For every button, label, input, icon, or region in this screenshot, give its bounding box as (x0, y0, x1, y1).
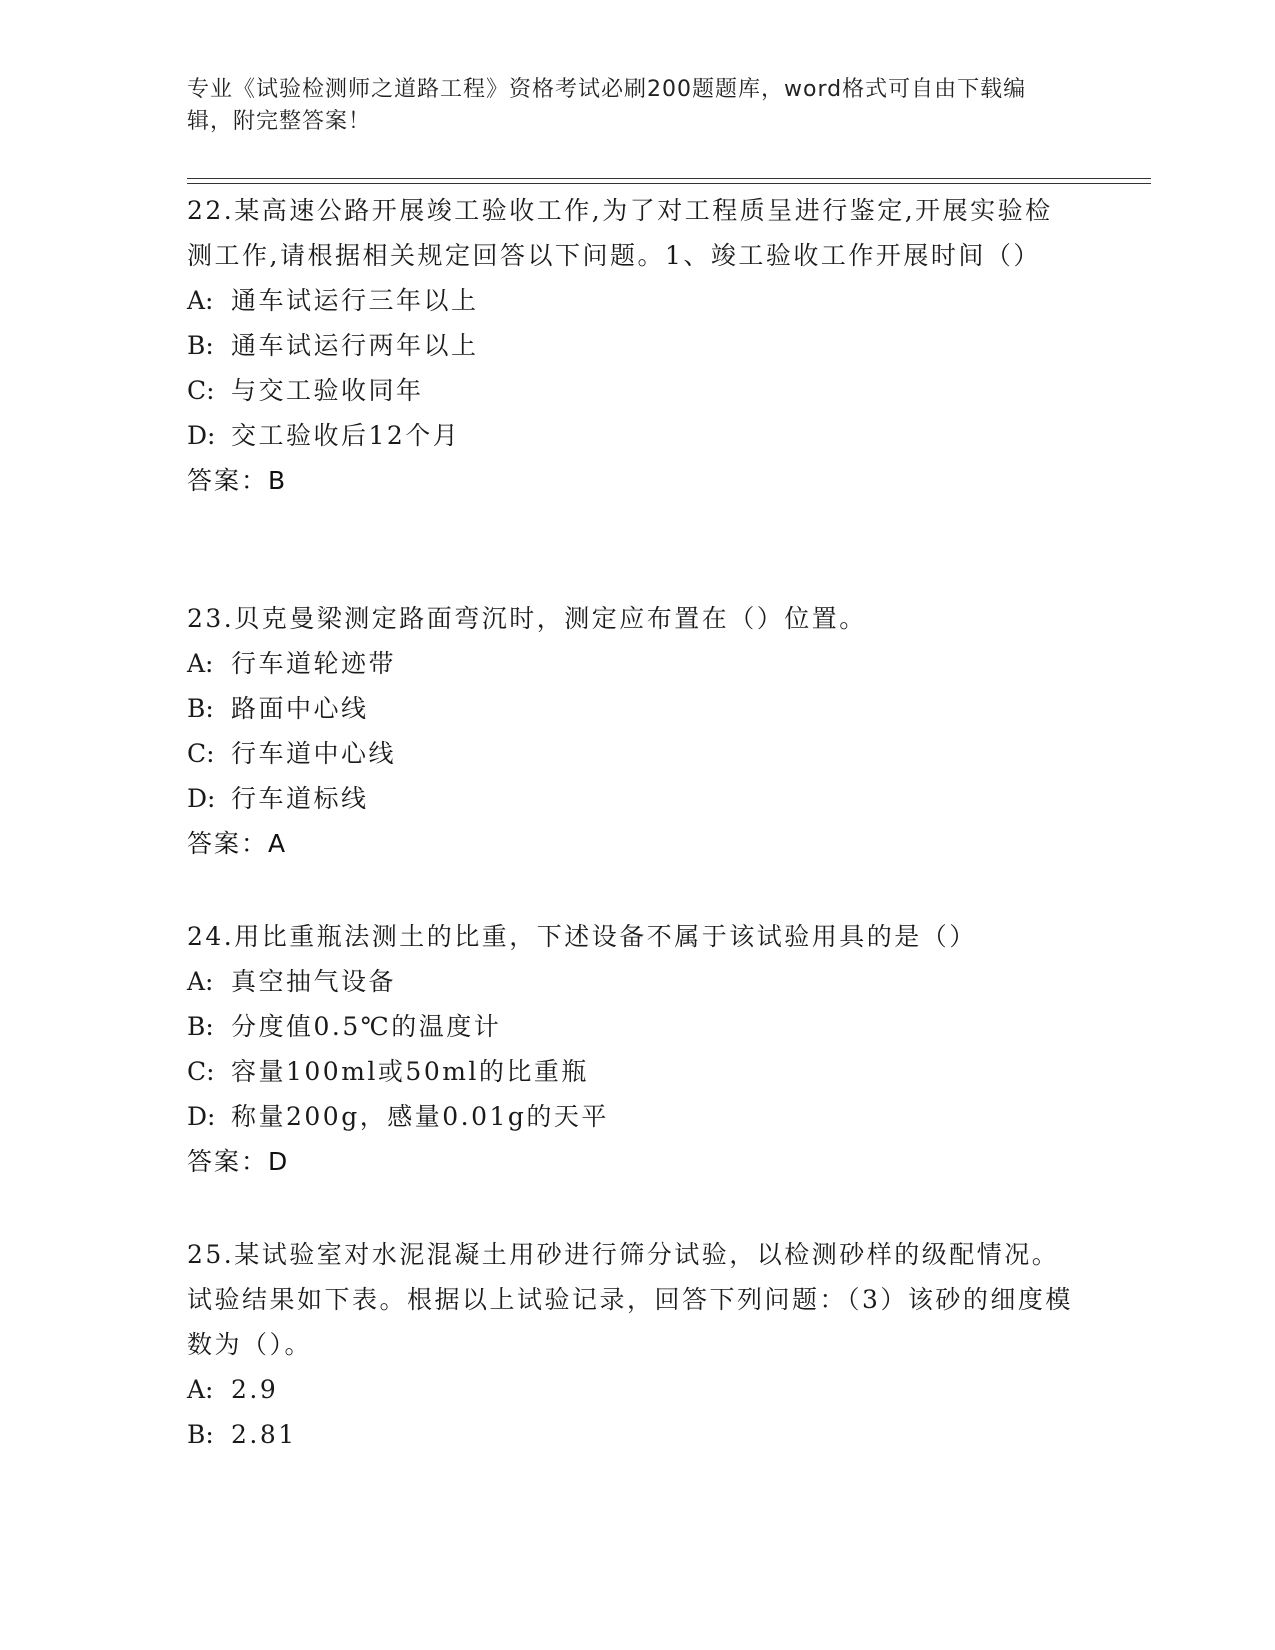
answer: 答案：A (187, 829, 288, 858)
answer: 答案：D (187, 1147, 290, 1176)
question-stem: 23.贝克曼梁测定路面弯沉时，测定应布置在（）位置。 (187, 604, 867, 633)
option-d (187, 776, 1077, 821)
question-24 (187, 914, 1077, 1184)
option-letter: B: (187, 331, 214, 360)
option-c (187, 368, 1077, 413)
option-text: 通车试运行两年以上 (231, 331, 479, 360)
option-b (187, 1412, 1077, 1457)
option-text: 2.9 (231, 1375, 279, 1404)
option-c (187, 731, 1077, 776)
option-letter: C: (187, 739, 215, 768)
question-25 (187, 1232, 1077, 1457)
question-23 (187, 596, 1077, 866)
question-stem: 25.某试验室对水泥混凝土用砂进行筛分试验，以检测砂样的级配情况。试验结果如下表。根据以上试验记录，回答下列问题：（3）该砂的细度模数为（）。 (187, 1240, 1073, 1359)
option-letter: A: (187, 967, 214, 996)
option-letter: B: (187, 1012, 214, 1041)
option-letter: B: (187, 1420, 214, 1449)
option-text: 容量100ml或50ml的比重瓶 (231, 1057, 589, 1086)
option-c (187, 1049, 1077, 1094)
option-b (187, 323, 1077, 368)
question-22 (187, 188, 1077, 503)
option-b (187, 1004, 1077, 1049)
option-d (187, 1094, 1077, 1139)
option-text: 行车道中心线 (231, 739, 397, 768)
option-text: 通车试运行三年以上 (231, 286, 479, 315)
option-letter: C: (187, 376, 215, 405)
option-text: 称量200g，感量0.01g的天平 (231, 1102, 609, 1131)
option-d (187, 413, 1077, 458)
option-b (187, 686, 1077, 731)
option-a (187, 1367, 1077, 1412)
option-text: 2.81 (231, 1420, 297, 1449)
option-text: 与交工验收同年 (231, 376, 424, 405)
option-letter: D: (187, 784, 216, 813)
header-divider-bottom (187, 183, 1151, 184)
option-text: 行车道轮迹带 (231, 649, 397, 678)
option-text: 行车道标线 (231, 784, 369, 813)
option-letter: B: (187, 694, 214, 723)
question-stem: 24.用比重瓶法测土的比重，下述设备不属于该试验用具的是（） (187, 922, 977, 951)
option-text: 路面中心线 (231, 694, 369, 723)
option-letter: C: (187, 1057, 215, 1086)
option-letter: A: (187, 286, 214, 315)
option-letter: D: (187, 421, 216, 450)
answer: 答案：B (187, 466, 288, 495)
option-letter: D: (187, 1102, 216, 1131)
option-text: 交工验收后12个月 (231, 421, 461, 450)
option-letter: A: (187, 649, 214, 678)
option-text: 真空抽气设备 (231, 967, 397, 996)
option-a (187, 278, 1077, 323)
option-text: 分度值0.5℃的温度计 (231, 1012, 502, 1041)
option-letter: A: (187, 1375, 214, 1404)
option-a (187, 641, 1077, 686)
option-a (187, 959, 1077, 1004)
question-stem: 22.某高速公路开展竣工验收工作,为了对工程质呈进行鉴定,开展实验检测工作,请根据相关规定回答以下问题。1、竣工验收工作开展时间（） (187, 196, 1053, 270)
header-divider-top (187, 178, 1151, 179)
document-header: 专业《试验检测师之道路工程》资格考试必刷200题题库，word格式可自由下载编辑，附完整答案！ (187, 77, 1027, 134)
